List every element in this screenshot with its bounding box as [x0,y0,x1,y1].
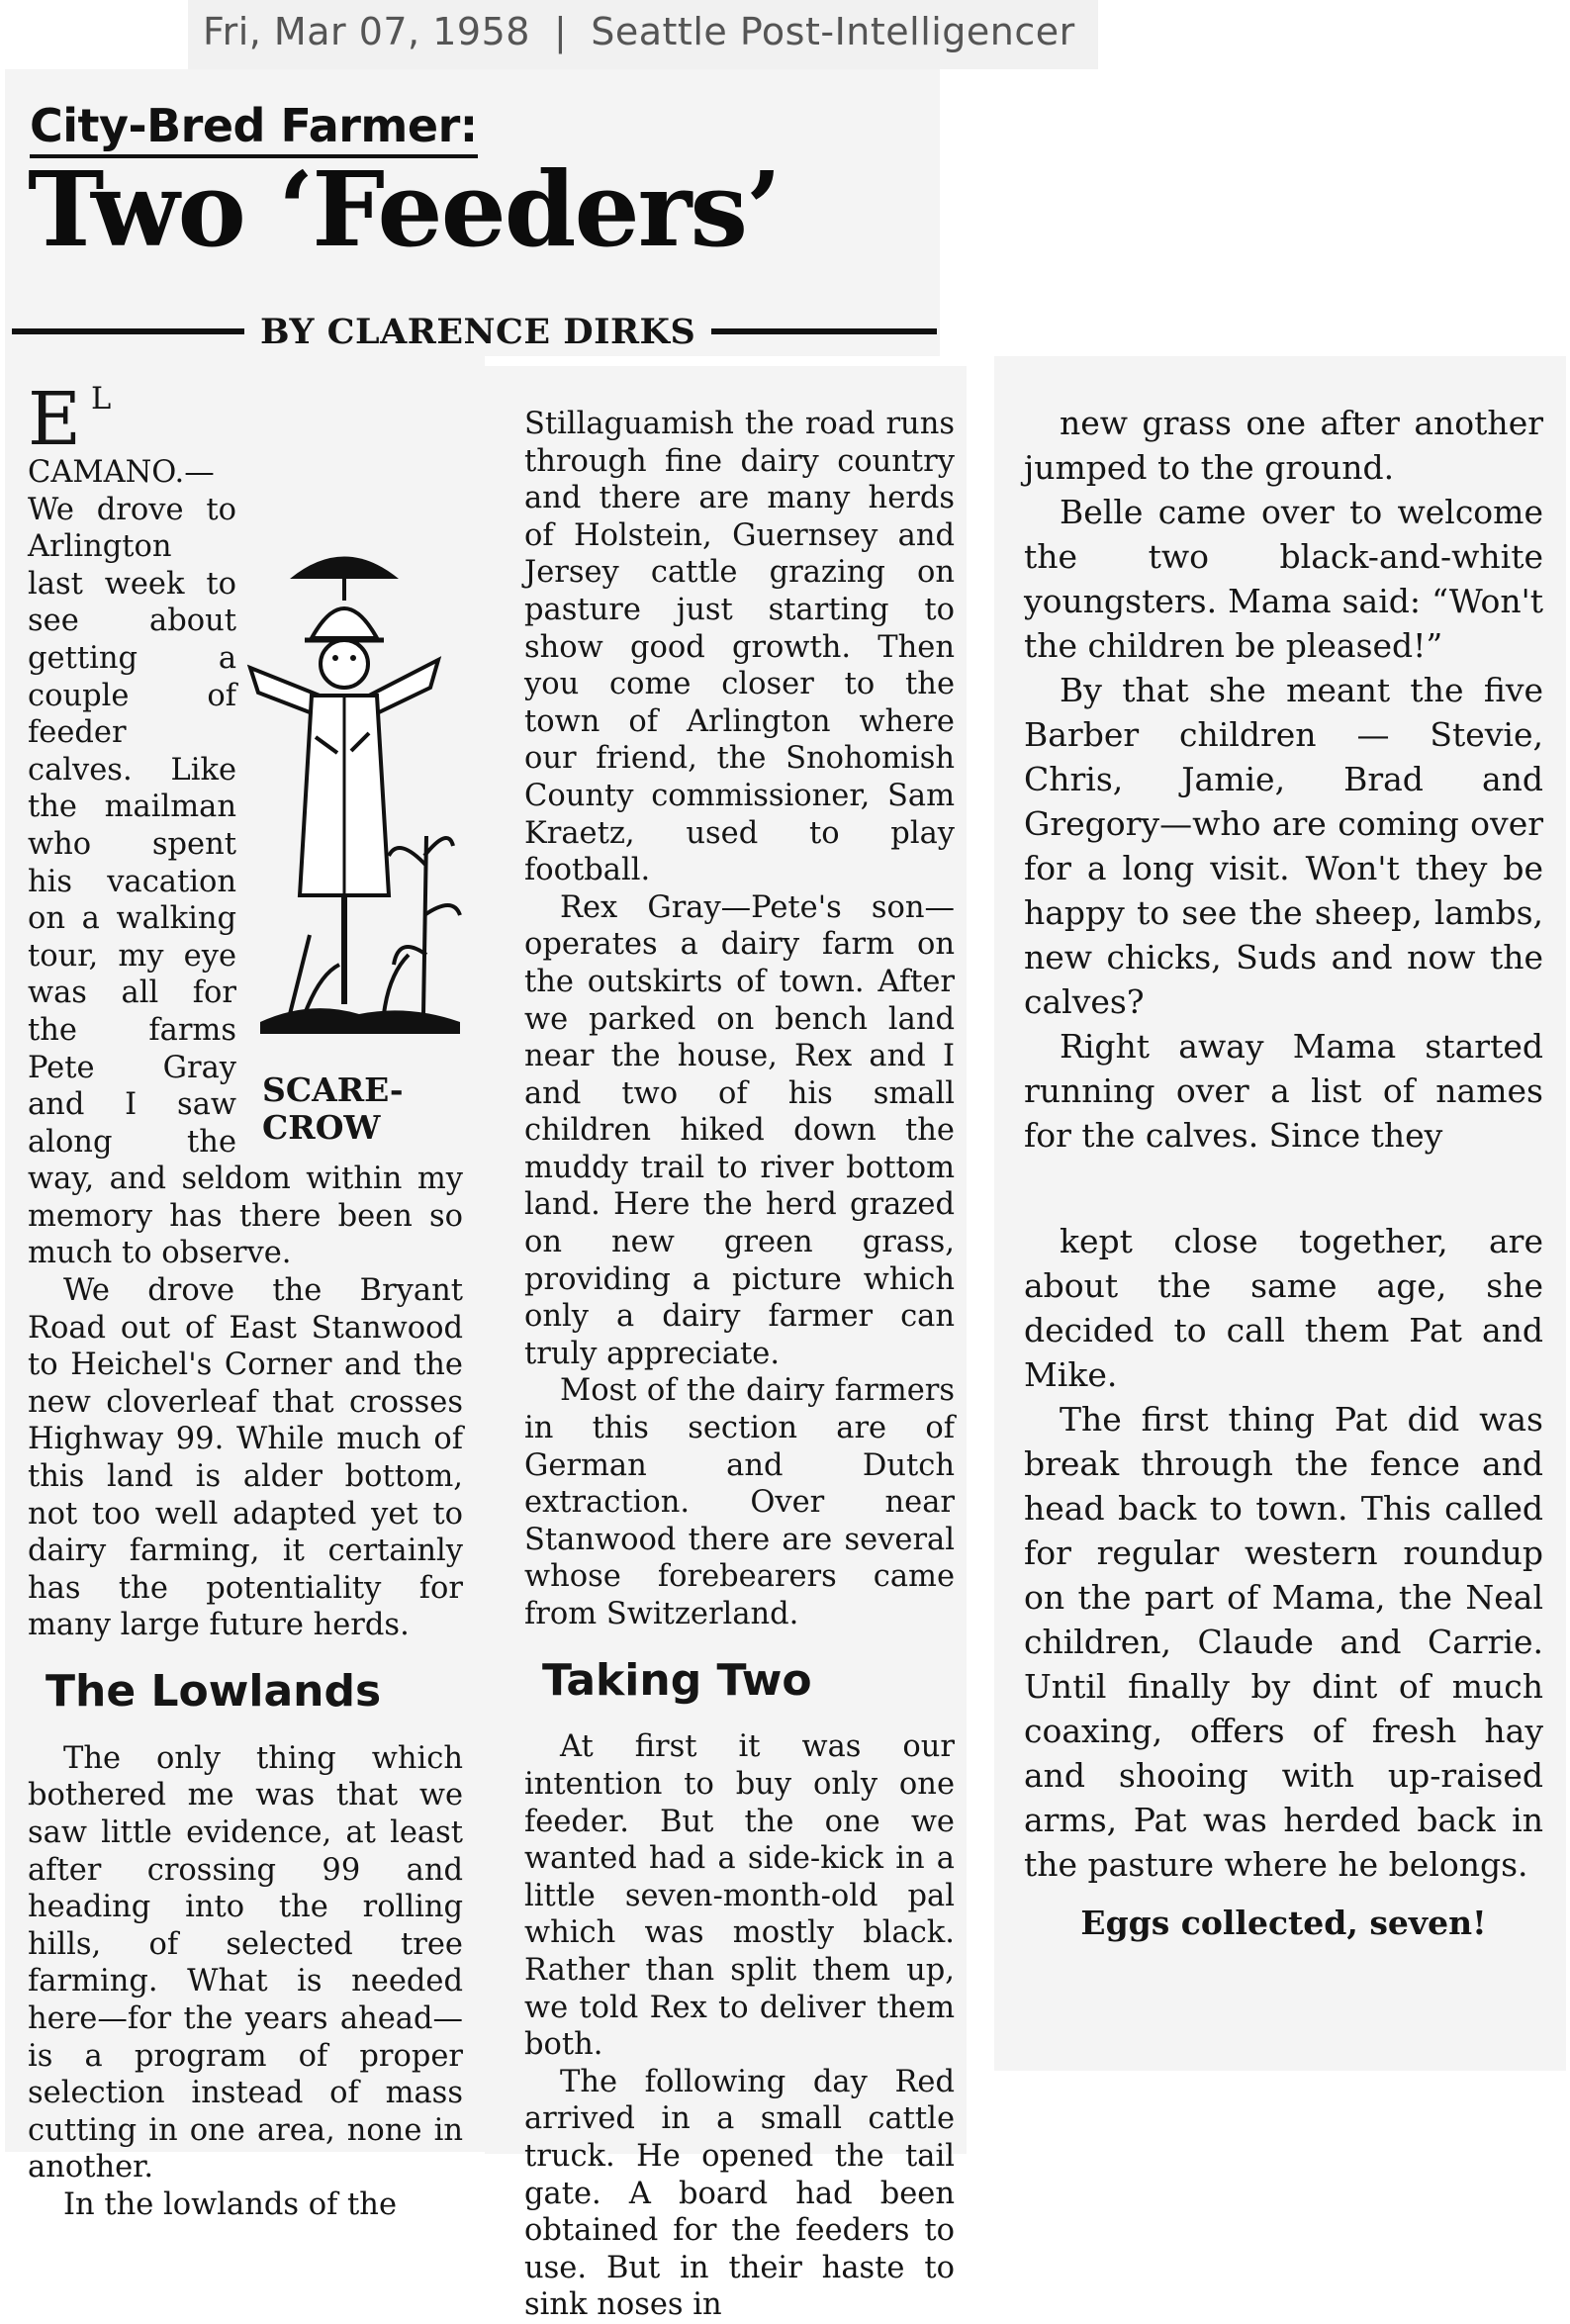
paragraph: Most of the dairy farmers in this section are of German and Dutch extraction. Over near Stanwood there are several whose forebearers came from Switzerland. [524,1373,955,1631]
drop-cap: E [28,377,82,462]
subhead-lowlands: The Lowlands [46,1666,382,1717]
article-headline: Two ‘Feeders’ [28,148,781,270]
byline-rule-right [711,328,937,334]
publication-date: Fri, Mar 07, 1958 [203,10,530,53]
article-kicker: City-Bred Farmer: [30,99,478,158]
paragraph: new grass one after another jumped to the ground. [1024,404,1543,487]
paragraph: By that she meant the five Barber children — Stevie, Chris, Jamie, Brad and Gregory—who are coming over for a long visit. Won't they be happy to see the sheep, lambs, new chicks, Suds and now the calves? [1024,671,1543,1021]
article-column-1 [28,377,463,2224]
paragraph: We drove the Bryant Road out of East Stanwood to Heichel's Corner and the new cloverleaf that crosses Highway 99. While much of this land is alder bottom, not too well adapted yet to dairy farming, it certainly has the potentiality for many large future herds. [28,1273,463,1643]
paragraph: The only thing which bothered me was that we saw little evidence, at least after crossing 99 and heading into the rolling hills, of selected tree farming. What is needed here—for the years ahead—is a program of proper selection instead of mass cutting in one area, none in another. [28,1740,463,2185]
paragraph: In the lowlands of the [63,2186,398,2222]
paragraph: The first thing Pat did was break through the fence and head back to town. This called for regular western roundup on the part of Mama, the Neal children, Claude and Carrie. Until finally by dint of much coaxing, offers of fresh hay and shooing with up-raised arms, Pat was herded back in the pasture where he belongs. [1024,1400,1543,1884]
paragraph: Right away Mama started running over a list of names for the calves. Since they [1024,1027,1543,1155]
scarecrow-figure [250,381,463,1155]
byline-name: BY CLARENCE DIRKS [260,311,696,352]
subhead-taking-two: Taking Two [542,1654,812,1706]
figure-caption-line-1: SCARE- [262,1070,404,1109]
byline [12,307,937,356]
paragraph: Belle came over to welcome the two black-and-white youngsters. Mama said: “Won't the children be pleased!” [1024,493,1543,665]
header-separator: | [553,10,568,53]
clipping-header-text [203,10,1075,53]
figure-caption [262,1071,404,1147]
paragraph: kept close together, are about the same age, she decided to call them Pat and Mike. [1024,1222,1543,1394]
article-column-3 [1024,401,1543,1945]
paragraph: Rex Gray—Pete's son—operates a dairy farm on the outskirts of town. After we parked on bench land near the house, Rex and I and two of his small children hiked down the muddy trail to river bottom land. Here the herd grazed on new green grass, providing a picture which only a dairy farmer can truly appreciate. [524,889,955,1371]
paragraph: E L CAMANO.—We drove to Arlington last week to see about getting a couple of feeder calves. Like the mailman who spent his vacation on a walking tour, my eye was all for the farms Pete Gray and I saw along the way, and seldom within my memory has there been so much to observe. [28,377,463,1271]
figure-caption-line-2: CROW [262,1108,381,1147]
paragraph: The following day Red arrived in a small cattle truck. He opened the tail gate. A board had been obtained for the feeders to use. But in their haste to sink noses in [524,2064,955,2323]
paragraph: Stillaguamish the road runs through fine dairy country and there are many herds of Holstein, Guernsey and Jersey cattle grazing on pasture just starting to show good growth. Then you come closer to the town of Arlington where our friend, the Snohomish County commissioner, Sam Kraetz, used to play football. [524,407,955,888]
article-column-2 [524,406,955,2324]
clipping-gap [1024,1158,1543,1219]
paragraph: At first it was our intention to buy only one feeder. But the one we wanted had a side-kick in a little seven-month-old pal which was mostly black. Rather than split them up, we told Rex to deliver them both. [524,1729,955,2063]
publication-name: Seattle Post-Intelligencer [591,10,1075,53]
scarecrow-illustration-icon [250,539,463,1054]
article-signoff: Eggs collected, seven! [1080,1904,1487,1942]
byline-rule-left [12,328,244,334]
